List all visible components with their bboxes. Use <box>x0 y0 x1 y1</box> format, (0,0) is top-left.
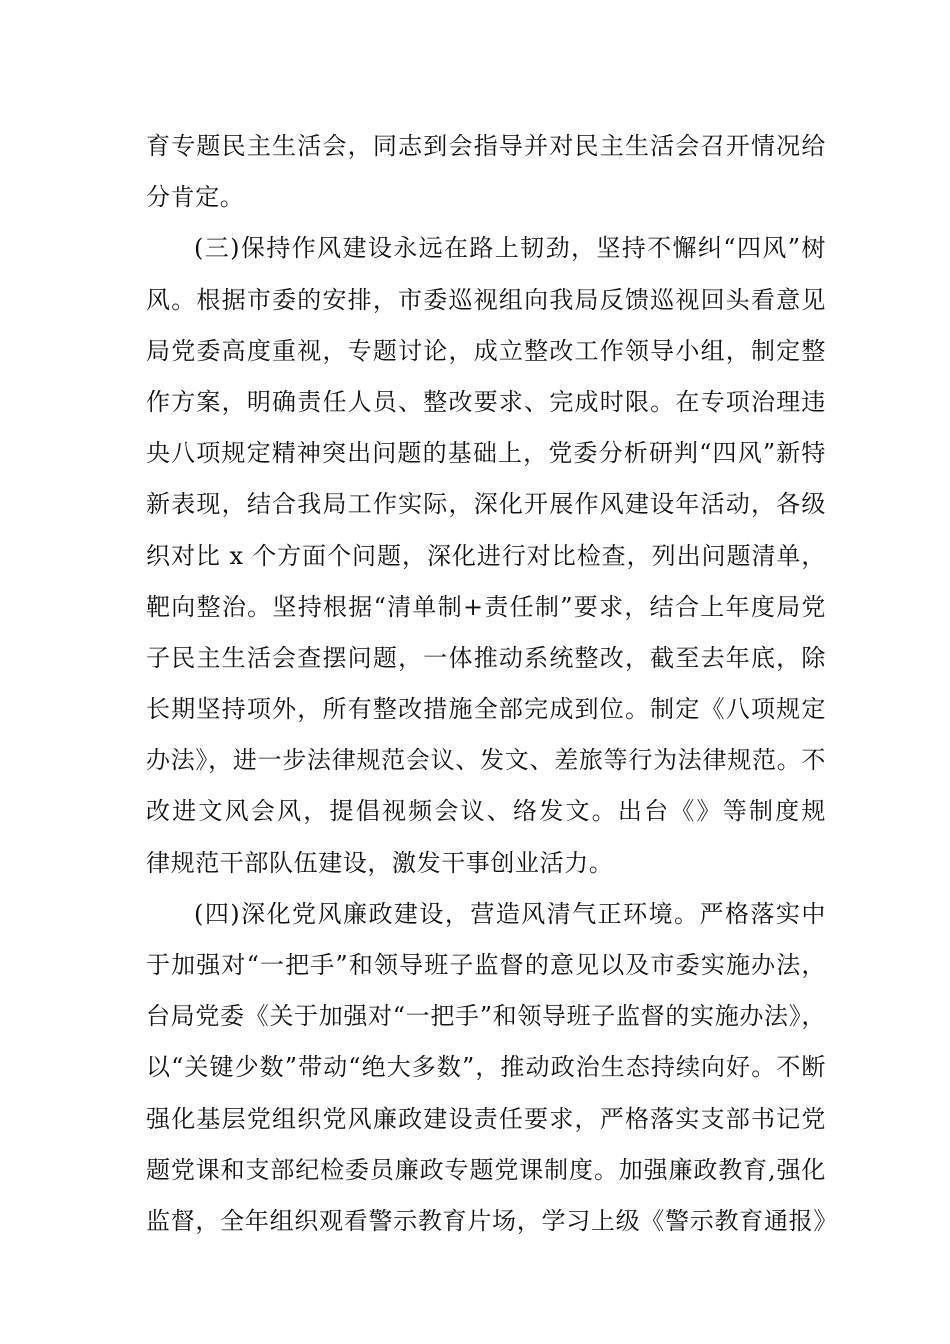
text-line: (三)保持作风建设永远在路上韧劲，坚持不懈纠“四风”树 <box>194 234 826 263</box>
text-line: 风。根据市委的安排，市委巡视组向我局反馈巡视回头看意见 <box>146 285 826 314</box>
text-line: 改进文风会风，提倡视频会议、络发文。出台《》等制度规 <box>146 797 826 826</box>
text-line: 局党委高度重视，专题讨论，成立整改工作领导小组，制定整 <box>146 336 826 365</box>
text-line: 监督，全年组织观看警示教育片场，学习上级《警示教育通报》 <box>146 1206 826 1235</box>
body-text <box>146 121 826 1247</box>
text-line: 办法》，进一步法律规范会议、发文、差旅等行为法律规范。不 <box>146 746 826 775</box>
text-line: 育专题民主生活会，同志到会指导并对民主生活会召开情况给 <box>146 132 826 160</box>
text-line: 律规范干部队伍建设，激发干事创业活力。 <box>146 848 614 877</box>
text-line: 台局党委《关于加强对“一把手”和领导班子监督的实施办法》， <box>146 1002 826 1031</box>
text-line: 新表现，结合我局工作实际，深化开展作风建设年活动，各级 <box>146 490 826 519</box>
text-line: (四)深化党风廉政建设，营造风清气正环境。严格落实中 <box>194 899 826 928</box>
text-line: 子民主生活会查摆问题，一体推动系统整改，截至去年底，除 <box>146 643 826 672</box>
text-line: 强化基层党组织党风廉政建设责任要求，严格落实支部书记党 <box>146 1104 826 1133</box>
text-line: 于加强对“一把手”和领导班子监督的意见以及市委实施办法， <box>146 951 826 979</box>
text-line: 织对比 x 个方面个问题，深化进行对比检查，列出问题清单， <box>146 541 826 570</box>
text-line: 题党课和支部纪检委员廉政专题党课制度。加强廉政教育,强化 <box>146 1155 826 1184</box>
text-line: 以“关键少数”带动“绝大多数”，推动政治生态持续向好。不断 <box>146 1053 826 1082</box>
text-line: 央八项规定精神突出问题的基础上，党委分析研判“四风”新特 <box>146 439 826 468</box>
text-line: 作方案，明确责任人员、整改要求、完成时限。在专项治理违 <box>146 387 826 416</box>
text-line: 分肯定。 <box>146 183 245 212</box>
text-line: 长期坚持项外，所有整改措施全部完成到位。制定《八项规定 <box>146 695 826 724</box>
text-line: 靶向整治。坚持根据“清单制+责任制”要求，结合上年度局党 <box>146 592 826 621</box>
